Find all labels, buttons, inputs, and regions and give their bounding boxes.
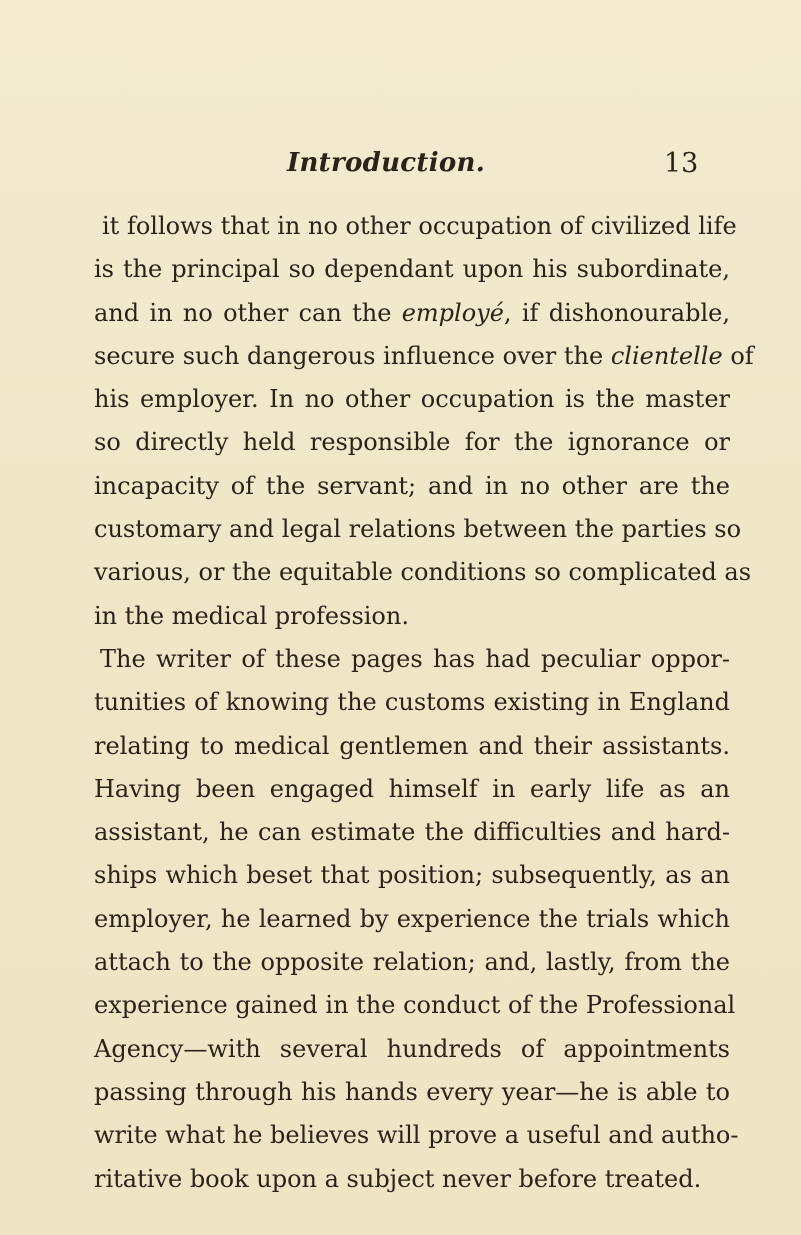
text-line: assistant, he can estimate the difficulties and hard- [94, 818, 730, 847]
text-line: his employer. In no other occupation is the master [94, 385, 730, 414]
text-line: Having been engaged himself in early life as an [94, 774, 730, 803]
text-line: The writer of these pages has had peculiar oppor- [100, 644, 730, 673]
text-line: employer, he learned by experience the trials which [94, 904, 730, 933]
text-line: relating to medical gentlemen and their assistants. [94, 731, 730, 760]
text-line: Agency—with several hundreds of appointments [94, 1034, 730, 1063]
text-line: passing through his hands every year—he is able to [94, 1077, 730, 1106]
italic-word: clientelle [610, 341, 723, 370]
text-line: ritative book upon a subject never before treated. [94, 1164, 702, 1193]
text-line: tunities of knowing the customs existing in England [94, 688, 730, 717]
body-text [94, 205, 754, 1201]
running-title: Introduction. [287, 148, 486, 178]
text-line: various, or the equitable conditions so complicated as [94, 558, 752, 587]
text-line: secure such dangerous influence over the clientelle of [94, 341, 754, 370]
text-line: experience gained in the conduct of the Professional [94, 991, 736, 1020]
page-number: 13 [664, 148, 699, 179]
text-line: incapacity of the servant; and in no other are the [94, 471, 730, 500]
text-line: customary and legal relations between the parties so [94, 515, 742, 544]
text-line: and in no other can the employé, if dishonourable, [94, 298, 730, 327]
running-head [0, 148, 801, 188]
text-line: it follows that in no other occupation of civilized life [102, 212, 737, 240]
text-line: attach to the opposite relation; and, lastly, from the [94, 948, 730, 977]
text-line: so directly held responsible for the ignorance or [94, 428, 730, 457]
italic-word: employé [401, 298, 504, 327]
text-line: write what he believes will prove a useful and autho- [94, 1121, 739, 1150]
text-line: in the medical profession. [94, 601, 409, 630]
text-line: ships which beset that position; subsequently, as an [94, 861, 730, 890]
text-line: is the principal so dependant upon his subordinate, [94, 255, 730, 284]
